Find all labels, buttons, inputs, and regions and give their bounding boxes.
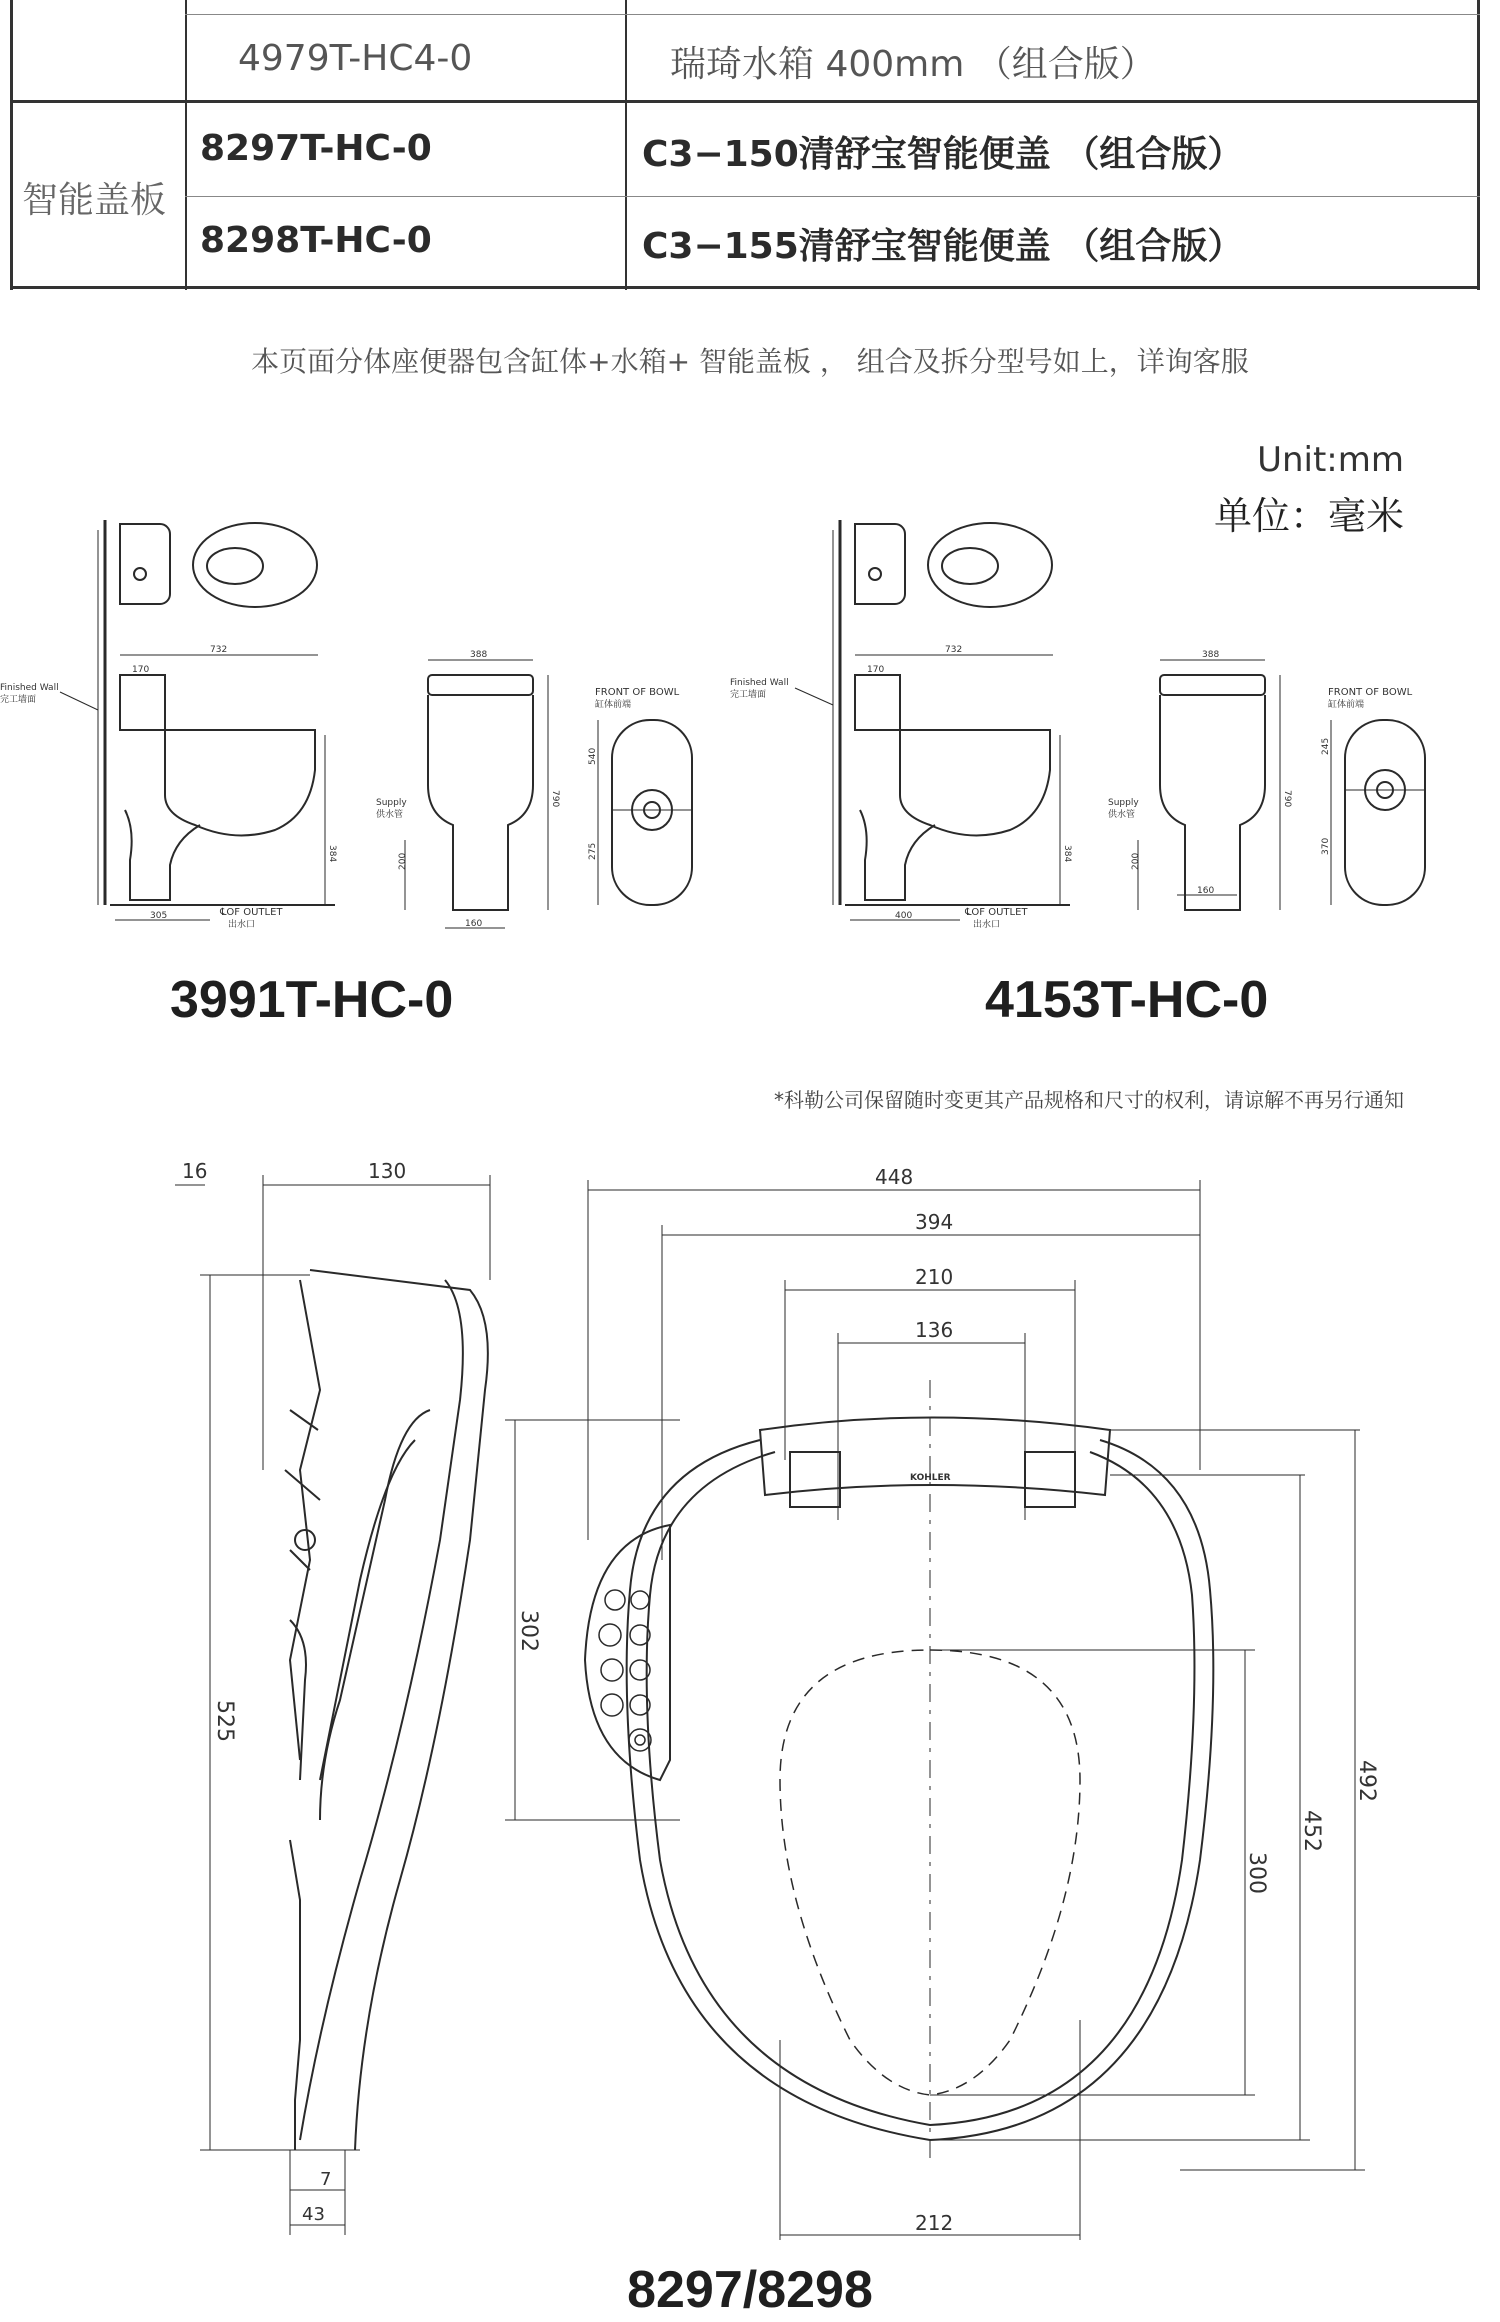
dim-supply-height: 200 [398,852,408,870]
dim-seat-b: 275 [588,842,598,860]
table-row-2-code: 8297T-HC-0 [200,128,432,169]
dim-492: 492 [1354,1760,1379,1802]
outlet-label: ℄OF OUTLET [220,907,283,918]
brand-logo-text: KOHLER [910,1473,951,1483]
package-note: 本页面分体座便器包含缸体+水箱+ 智能盖板 ， 组合及拆分型号如上，详询客服 [251,345,1249,378]
dim-448: 448 [875,1165,914,1189]
dim-7: 7 [320,2169,332,2190]
dim-wall-gap: 170 [132,665,150,675]
table-divider-col2 [625,0,627,290]
spec-table [10,0,1480,290]
dim-394: 394 [915,1210,954,1234]
dim-rough-in: 305 [150,911,168,921]
table-row-3-code: 8298T-HC-0 [200,220,432,261]
model-label-3991t: 3991T-HC-0 [170,971,454,1029]
supply-label-cn: 供水管 [1108,810,1136,820]
dim-136: 136 [915,1318,954,1342]
supply-label: Supply [1108,798,1139,808]
dim-bowl-height: 384 [1062,845,1072,863]
dim-width: 388 [1202,650,1220,660]
dim-width: 388 [470,650,488,660]
dim-525: 525 [212,1700,237,1742]
model-label-4153t: 4153T-HC-0 [985,971,1269,1029]
dim-supply-height: 200 [1131,852,1141,870]
dim-43: 43 [302,2204,325,2225]
outlet-label-cn: 出水口 [973,920,1001,930]
front-of-bowl-label-cn: 缸体前端 [595,700,632,710]
table-border-right [1477,0,1480,290]
dim-length: 732 [210,645,228,655]
front-of-bowl-label: FRONT OF BOWL [1328,687,1413,698]
dim-length: 732 [945,645,963,655]
dim-212: 212 [915,2211,954,2235]
outlet-label: ℄OF OUTLET [965,907,1028,918]
dim-base-width: 160 [465,919,483,929]
finished-wall-label: Finished Wall [0,683,59,693]
table-category-smart-seat: 智能盖板 [22,180,167,221]
dim-rough-in: 400 [895,911,913,921]
supply-label: Supply [376,798,407,808]
dim-16: 16 [182,1159,208,1183]
toilet-drawing-4153t [720,510,1450,930]
front-of-bowl-label: FRONT OF BOWL [595,687,680,698]
dim-130: 130 [368,1159,407,1183]
table-row-1-code: 4979T-HC4-0 [238,38,473,79]
table-row-3-desc: C3−155清舒宝智能便盖 （组合版） [642,226,1244,267]
dim-wall-gap: 170 [867,665,885,675]
table-border-bottom [10,286,1480,289]
dim-seat-a: 540 [588,747,598,765]
table-row-2-desc: C3−150清舒宝智能便盖 （组合版） [642,134,1244,175]
finished-wall-label-cn: 完工墙面 [730,690,767,700]
supply-label-cn: 供水管 [376,810,404,820]
dim-seat-a: 245 [1321,737,1331,755]
table-row-line-top [185,14,1480,15]
outlet-label-cn: 出水口 [228,920,256,930]
finished-wall-label-cn: 完工墙面 [0,695,37,705]
table-border-left [10,0,13,290]
dim-300: 300 [1244,1852,1269,1894]
table-row-1-desc: 瑞琦水箱 400mm （组合版） [670,44,1156,85]
dim-base-width: 160 [1197,886,1215,896]
front-of-bowl-label-cn: 缸体前端 [1328,700,1365,710]
unit-label-cn: 单位：毫米 [1213,494,1404,538]
toilet-drawing-3991t [0,510,720,930]
dim-302: 302 [516,1610,541,1652]
dim-seat-b: 370 [1321,837,1331,855]
finished-wall-label: Finished Wall [730,678,789,688]
model-label-8297-8298: 8297/8298 [627,2261,873,2319]
dim-452: 452 [1299,1810,1324,1852]
dim-bowl-height: 384 [327,845,337,863]
unit-label-en: Unit:mm [1257,440,1404,480]
dim-height: 790 [1282,790,1292,808]
smart-seat-drawing [0,1140,1500,2240]
table-row-line-inner [185,196,1480,197]
dim-210: 210 [915,1265,954,1289]
dim-height: 790 [550,790,560,808]
table-row-line-group [10,100,1480,103]
table-divider-col1 [185,0,187,290]
disclaimer: *科勒公司保留随时变更其产品规格和尺寸的权利，请谅解不再另行通知 [774,1088,1404,1112]
